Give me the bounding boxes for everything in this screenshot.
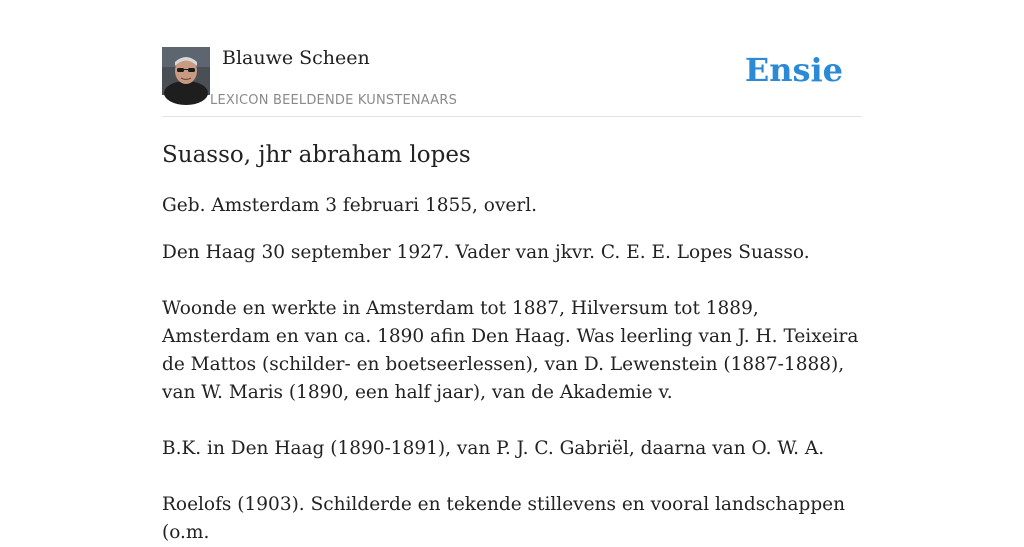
article-paragraph-3: Woonde en werkte in Amsterdam tot 1887, Hilversum tot 1889, Amsterdam en van ca. 1890 afin Den Haag. Was leerling van J. H. Teixeira de Mattos (schilder- en boetseerlessen), van D. Lewenstein (1887-1888), van W. Maris (1890, een half jaar), van de Akademie v. bbox=[162, 298, 859, 403]
author-name[interactable]: Blauwe Scheen bbox=[222, 47, 370, 69]
category-label[interactable]: LEXICON BEELDENDE KUNSTENAARS bbox=[210, 93, 458, 108]
article-header bbox=[162, 0, 862, 117]
avatar-photo-icon bbox=[162, 47, 210, 95]
article-paragraph-5: Roelofs (1903). Schilderde en tekende stillevens en vooral landschappen (o.m. bbox=[162, 494, 846, 543]
article-paragraph-4: B.K. in Den Haag (1890-1891), van P. J. C. Gabriël, daarna van O. W. A. bbox=[162, 438, 825, 459]
author-avatar[interactable] bbox=[162, 47, 210, 95]
article-title: Suasso, jhr abraham lopes bbox=[162, 142, 471, 168]
article-paragraph-2: Den Haag 30 september 1927. Vader van jkvr. C. E. E. Lopes Suasso. bbox=[162, 242, 810, 263]
brand-logo[interactable]: Ensie bbox=[744, 51, 843, 89]
article-paragraph-1: Geb. Amsterdam 3 februari 1855, overl. bbox=[162, 195, 537, 216]
